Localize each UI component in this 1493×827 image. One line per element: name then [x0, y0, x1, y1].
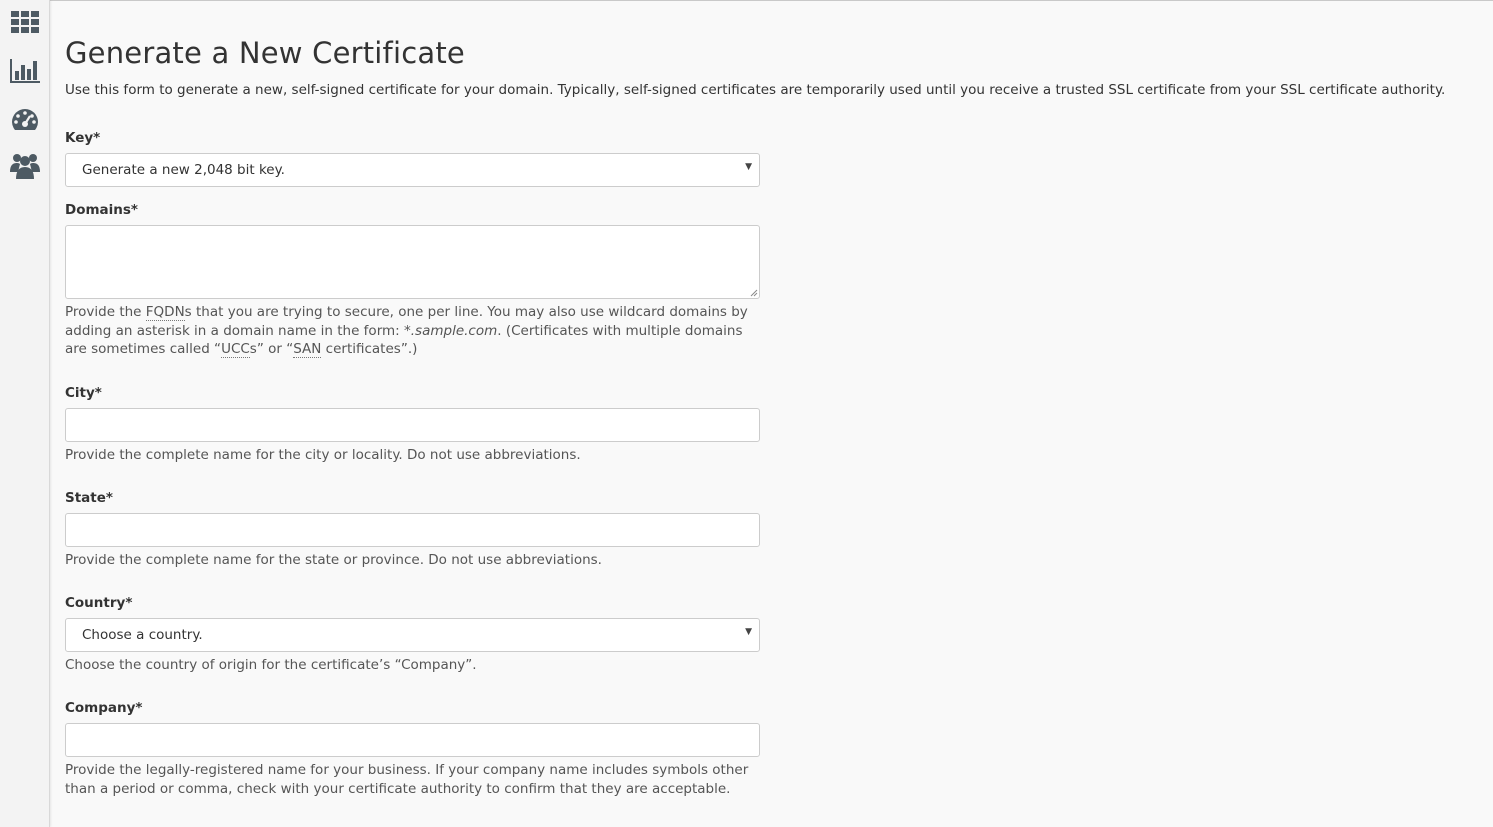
city-help: Provide the complete name for the city or locality. Do not use abbreviations. [65, 447, 581, 463]
caret-down-icon: ▼ [745, 627, 752, 637]
wildcard-example: *.sample.com [404, 322, 498, 339]
state-label: State* [65, 490, 113, 506]
domains-help: Provide the FQDNs that you are trying to secure, one per line. You may also use wildcard domains by adding an asterisk in a domain name in the form: *.sample.com. (Certificates with multiple domains are sometimes called “UCCs” or “SAN certificates”.) [65, 304, 748, 357]
company-label: Company* [65, 700, 143, 716]
state-help: Provide the complete name for the state or province. Do not use abbreviations. [65, 552, 602, 568]
country-help: Choose the country of origin for the certificate’s “Company”. [65, 657, 477, 673]
fqdn-abbr: FQDN [145, 304, 185, 320]
caret-down-icon: ▼ [745, 162, 752, 172]
key-select-value: Generate a new 2,048 bit key. [82, 162, 285, 178]
state-input[interactable] [65, 513, 760, 547]
page-intro: Use this form to generate a new, self-signed certificate for your domain. Typically, self-signed certificates are temporarily used until you receive a trusted SSL certificate from your SSL certificate authority. [65, 82, 1446, 98]
country-select[interactable] [65, 618, 760, 652]
ucc-abbr: UCC [221, 341, 250, 357]
top-border [0, 0, 1493, 1]
company-help: Provide the legally-registered name for your business. If your company name includes symbols other than a period or comma, check with your certificate authority to confirm that they are acceptable. [65, 762, 749, 797]
sidebar [0, 0, 50, 827]
resize-grip-icon[interactable] [750, 289, 758, 297]
country-label: Country* [65, 595, 133, 611]
city-label: City* [65, 385, 102, 401]
city-input[interactable] [65, 408, 760, 442]
users-icon[interactable] [9, 150, 41, 182]
key-label: Key* [65, 130, 101, 146]
country-select-value: Choose a country. [82, 627, 203, 643]
dashboard-gauge-icon[interactable] [9, 104, 41, 136]
san-abbr: SAN [293, 341, 322, 357]
key-select[interactable] [65, 153, 760, 187]
bar-chart-icon[interactable] [9, 55, 41, 87]
grid-icon[interactable] [9, 7, 41, 39]
company-input[interactable] [65, 723, 760, 757]
page-title: Generate a New Certificate [65, 36, 465, 70]
domains-label: Domains* [65, 202, 138, 218]
domains-textarea[interactable] [65, 225, 760, 299]
